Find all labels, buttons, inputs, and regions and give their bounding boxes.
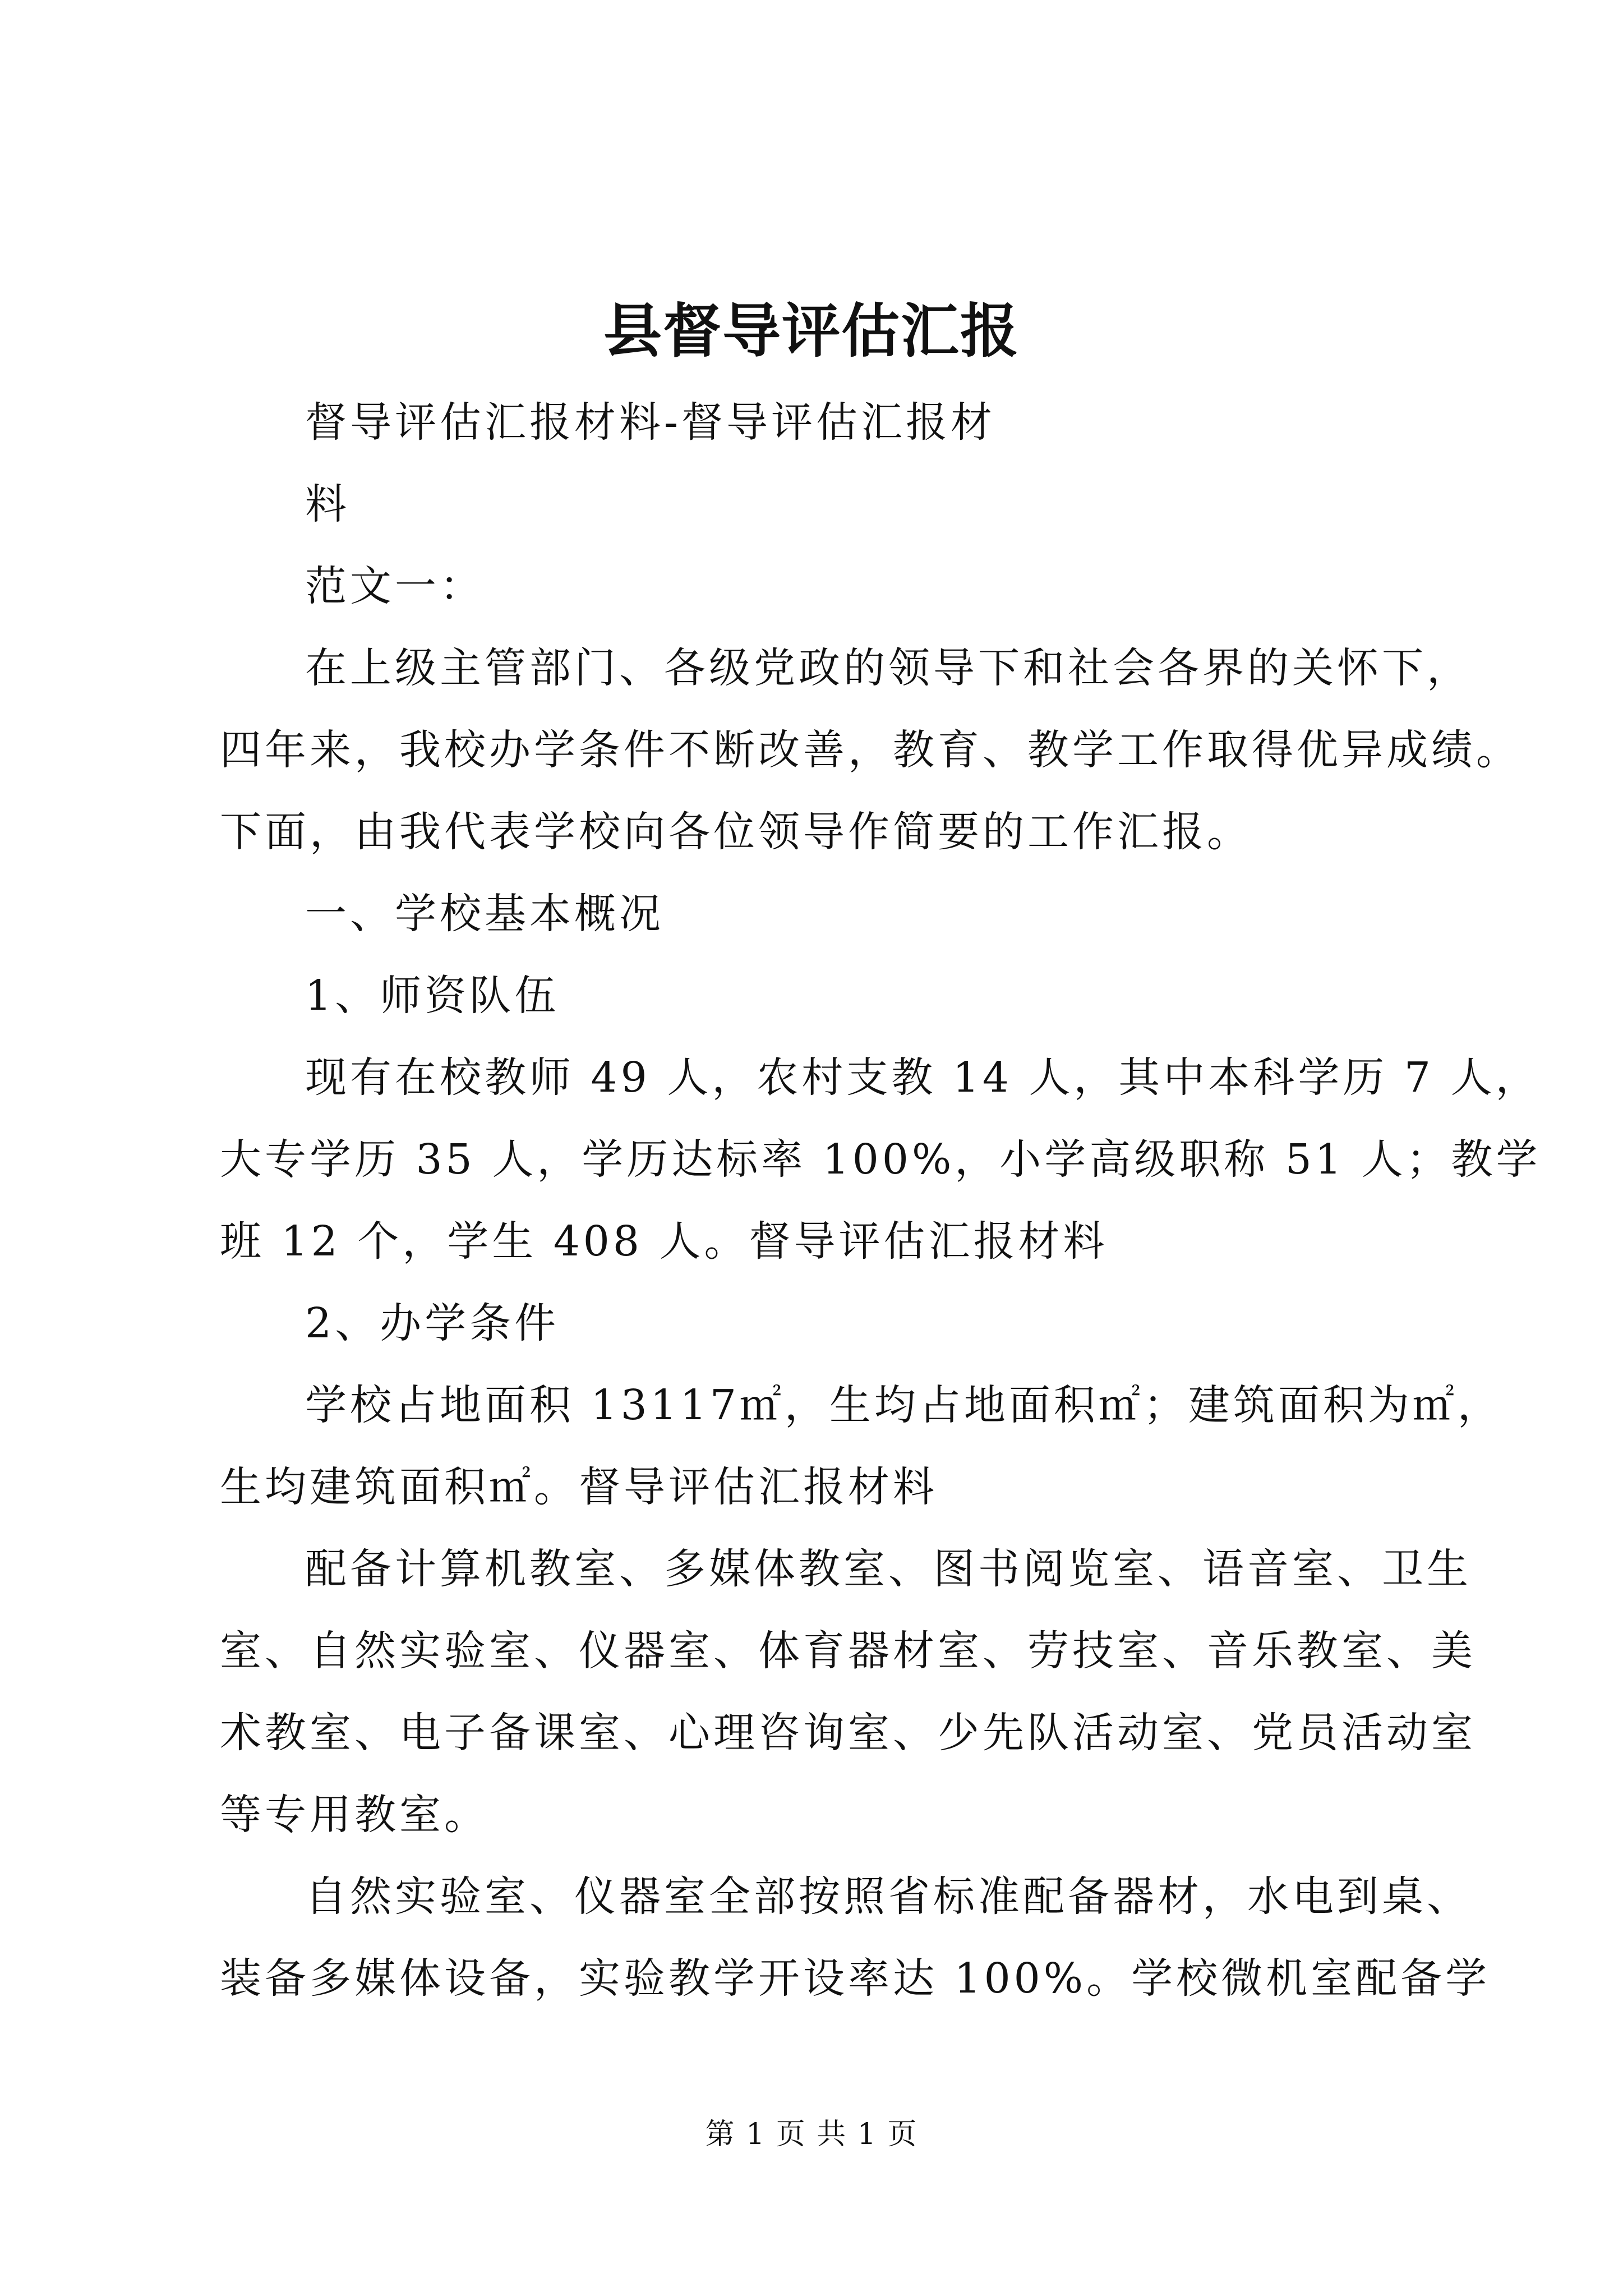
paragraph-line: 大专学历 35 人，学历达标率 100%，小学高级职称 51 人；教学 xyxy=(220,1135,1541,1184)
subsection-heading: 1、师资队伍 xyxy=(305,972,560,1020)
paragraph-line: 督导评估汇报材料-督导评估汇报材 xyxy=(305,398,996,447)
document-body xyxy=(220,381,1541,2019)
paragraph-line: 生均建筑面积㎡。督导评估汇报材料 xyxy=(220,1463,938,1511)
paragraph-line: 料 xyxy=(305,480,350,528)
paragraph-line: 自然实验室、仪器室全部按照省标准配备器材，水电到桌、 xyxy=(305,1872,1472,1921)
paragraph-line: 范文一： xyxy=(305,562,485,610)
section-heading: 一、学校基本概况 xyxy=(305,890,664,938)
paragraph-line: 现有在校教师 49 人，农村支教 14 人，其中本科学历 7 人， xyxy=(305,1053,1541,1102)
paragraph-line: 术教室、电子备课室、心理咨询室、少先队活动室、党员活动室 xyxy=(220,1709,1476,1757)
paragraph-line: 下面，由我代表学校向各位领导作简要的工作汇报。 xyxy=(220,808,1252,856)
paragraph-line: 在上级主管部门、各级党政的领导下和社会各界的关怀下， xyxy=(305,644,1472,692)
paragraph-line: 室、自然实验室、仪器室、体育器材室、劳技室、音乐教室、美 xyxy=(220,1627,1476,1675)
paragraph-line: 装备多媒体设备，实验教学开设率达 100%。学校微机室配备学 xyxy=(220,1954,1491,2003)
document-title: 县督导评估汇报 xyxy=(603,296,1020,365)
subsection-heading: 2、办学条件 xyxy=(305,1299,560,1347)
paragraph-line: 配备计算机教室、多媒体教室、图书阅览室、语音室、卫生 xyxy=(305,1545,1472,1593)
paragraph-line: 班 12 个，学生 408 人。督导评估汇报材料 xyxy=(220,1217,1108,1266)
page-footer: 第 1 页 共 1 页 xyxy=(705,2118,918,2151)
paragraph-line: 等专用教室。 xyxy=(220,1791,489,1839)
paragraph-line: 学校占地面积 13117㎡，生均占地面积㎡；建筑面积为㎡， xyxy=(305,1381,1502,1429)
paragraph-line: 四年来，我校办学条件不断改善，教育、教学工作取得优异成绩。 xyxy=(220,726,1521,774)
